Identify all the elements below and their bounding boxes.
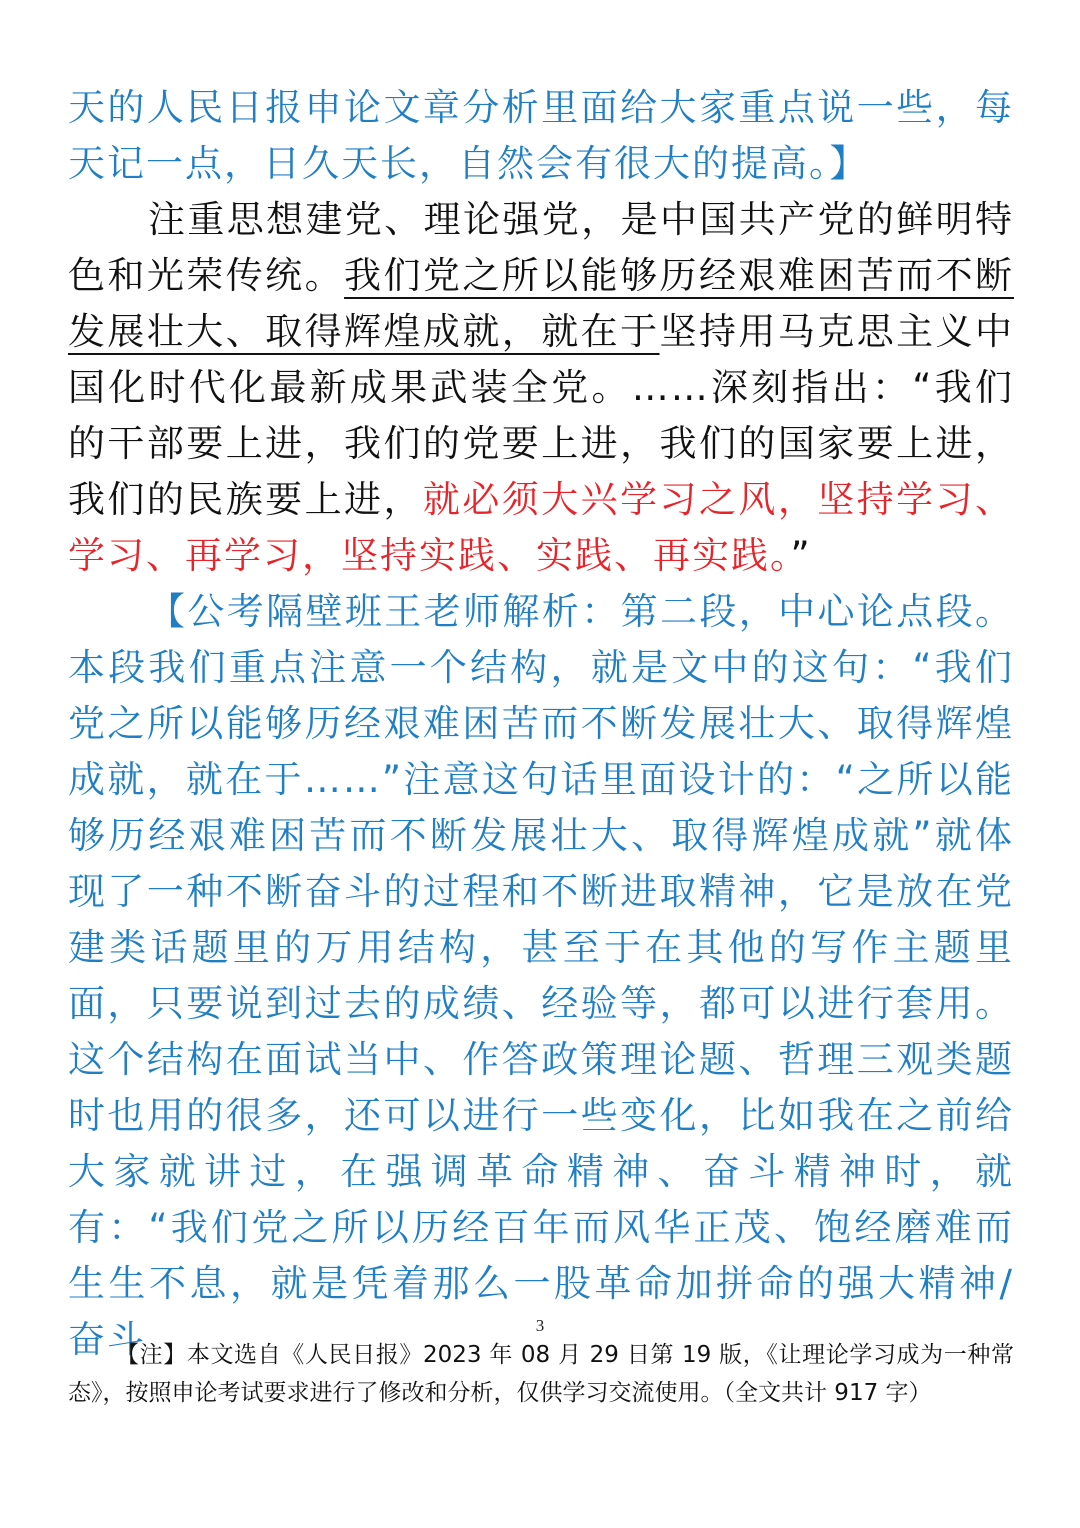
highlighted-quote: 就必须大兴学习之风，坚持学习、学习、再学习，坚持实践、实践、再实践。 — [68, 478, 1015, 577]
article-paragraph — [68, 192, 1014, 584]
footnote-text: 【注】本文选自《人民日报》2023 年 08 月 29 日第 19 版，《让理论学习成为一种常态》，按照申论考试要求进行了修改和分析，仅供学习交流使用。（全文共计 917 字） — [68, 1342, 1014, 1406]
article-body — [68, 80, 1014, 1368]
analysis-paragraph — [68, 584, 1014, 1368]
analysis-continued-text: 天的人民日报申论文章分析里面给大家重点说一些，每天记一点，日久天长，自然会有很大的提高。】 — [68, 86, 1014, 185]
analysis-text: 【公考隔壁班王老师解析：第二段，中心论点段。本段我们重点注意一个结构，就是文中的这句：“我们党之所以能够历经艰难困苦而不断发展壮大、取得辉煌成就，就在于……”注意这句话里面设计的：“之所以能够历经艰难困苦而不断发展壮大、取得辉煌成就”就体现了一种不断奋斗的过程和不断进取精神，它是放在党建类话题里的万用结构，甚至于在其他的写作主题里面，只要说到过去的成绩、经验等，都可以进行套用。这个结构在面试当中、作答政策理论题、哲理三观类题时也用的很多，还可以进行一些变化，比如我在之前给大家就讲过，在强调革命精神、奋斗精神时，就有：“我们党之所以历经百年而风华正茂、饱经磨难而生生不息，就是凭着那么一股革命加拼命的强大精神/奋斗 — [68, 590, 1014, 1361]
article-lead-text: 注重思想建党、理论强党，是中国共产党的鲜明特色和光荣传统。 — [68, 198, 1014, 297]
page-number: 3 — [535, 1316, 545, 1335]
article-middle-text: 坚持用马克思主义中国化时代化最新成果武装全党。……深刻指出：“我们的干部要上进，我们的党要上进，我们的国家要上进，我们的民族要上进， — [68, 310, 1015, 521]
underlined-key-sentence: 我们党之所以能够历经艰难困苦而不断发展壮大、取得辉煌成就，就在于 — [68, 254, 1015, 353]
analysis-paragraph-continued — [68, 80, 1014, 192]
footnote — [68, 1336, 1014, 1412]
closing-quote-mark: ” — [790, 534, 812, 577]
